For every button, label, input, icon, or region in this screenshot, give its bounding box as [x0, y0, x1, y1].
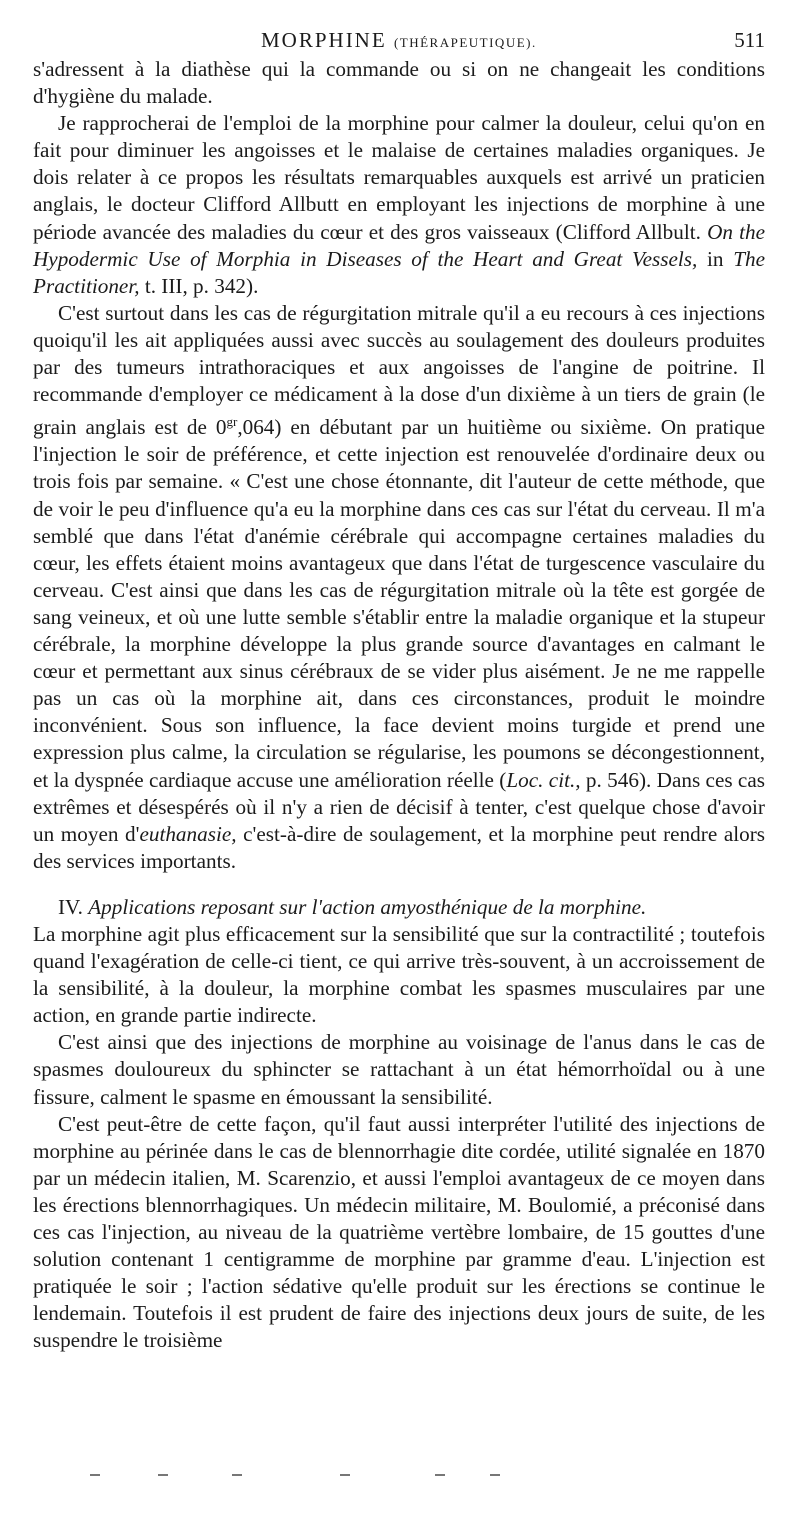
- citation-title: On the Hypodermic Use of Morphia in Diseases of the Heart and Great Vessels,: [33, 219, 766, 271]
- paragraph-text: c'est-à-dire de soulagement, et la morphine peut rendre alors des services importants.: [33, 821, 766, 873]
- section-number: IV.: [58, 894, 83, 919]
- running-title-main: MORPHINE: [261, 28, 387, 52]
- paragraph-text: ,064) en débutant par un huitième ou sixième. On pratique l'injection le soir de préférence, et cette injection est renouvelée d'ordinaire deux ou trois fois par semaine. « C'est une chose étonnante, dit l'auteur de cette méthode, que de voir le peu d'influence qu'a eu la morphine dans ces cas sur l'état du cerveau. Il m'a semblé que dans l'état d'anémie cérébrale qui accompagne certaines maladies du cœur, les effets étaient moins avantageux que dans l'état de turgescence vasculaire du cerveau. C'est ainsi que dans les cas de régurgitation mitrale où la tête est gorgée de sang veineux, et où une lutte semble s'établir entre la maladie organique et la stupeur cérébrale, la morphine développe la plus grande source d'avantages en calmant le cœur et permettant aux sinus cérébraux de se vider plus aisément. Je ne me rappelle pas un cas où la morphine ait, dans ces circonstances, produit le moindre inconvénient. Sous son influence, la face devient moins turgide et prend une expression plus calme, la circulation se régularise, les poumons se décongestionnent, et la dyspnée cardiaque accuse une amélioration réelle (: [33, 415, 765, 792]
- scan-mark: [490, 1474, 500, 1476]
- running-title-subtitle: (THÉRAPEUTIQUE).: [393, 35, 537, 50]
- scan-mark: [435, 1474, 445, 1476]
- journal-title: The Practitioner,: [33, 246, 765, 298]
- grain-superscript: gr: [226, 414, 238, 430]
- scan-mark: [90, 1474, 100, 1476]
- page-body: [33, 56, 765, 1354]
- paragraph-perinee: C'est peut-être de cette façon, qu'il faut aussi interpréter l'utilité des injections de morphine au périnée dans le cas de blennorrhagie dite cordée, utilité signalée en 1870 par un médecin italien, M. Scarenzio, et aussi l'emploi avantageux de ce moyen dans les érections blennorrhagiques. Un médecin militaire, M. Boulomié, a préconisé dans ces cas l'injection, au niveau de la quatrième vertèbre lombaire, de 15 gouttes d'une solution contenant 1 centigramme de morphine par gramme d'eau. L'injection est pratiquée le soir ; l'action sédative qu'elle produit sur les érections se continue le lendemain. Toutefois il est prudent de faire des injections deux jours de suite, de les suspendre le troisième: [33, 1111, 765, 1353]
- bottom-scan-marks: [90, 1474, 550, 1480]
- paragraph-regurgitation: [33, 300, 765, 875]
- paragraph-allbutt: [33, 110, 765, 300]
- paragraph-anus: C'est ainsi que des injections de morphine au voisinage de l'anus dans le cas de spasmes douloureux du sphincter se rattachant à un état hémorrhoïdal ou à une fissure, calment le spasme en émoussant la sensibilité.: [33, 1030, 765, 1109]
- page-number: 511: [734, 28, 765, 52]
- running-title: [261, 28, 537, 53]
- paragraph-amyosthenique: La morphine agit plus efficacement sur la sensibilité que sur la contractilité ; toutefois quand l'exagération de celle-ci tient, ce qui arrive très-souvent, à un accroissement de la sensibilité, à la douleur, la morphine combat les spasmes musculaires par une action, en grande partie indirecte.: [33, 921, 765, 1028]
- section-heading: [33, 894, 765, 921]
- scan-mark: [232, 1474, 242, 1476]
- paragraph-continuation: s'adressent à la diathèse qui la commande ou si on ne changeait les conditions d'hygiène du malade.: [33, 57, 765, 109]
- scan-mark: [158, 1474, 168, 1476]
- book-page: [33, 28, 765, 1354]
- paragraph-text: p. 546). Dans ces cas extrêmes et désespérés où il n'y a rien de décisif à tenter, c'est quelque chose d'avoir un moyen d': [33, 767, 765, 846]
- scan-mark: [340, 1474, 350, 1476]
- paragraph-text: in: [707, 246, 724, 271]
- loc-cit: Loc. cit.,: [506, 767, 581, 792]
- paragraph-text: C'est surtout dans les cas de régurgitation mitrale qu'il a eu recours à ces injections quoiqu'il les ait appliquées aussi avec succès au soulagement des douleurs produites par des tumeurs intrathoraciques et aux angoisses de l'angine de poitrine. Il recommande d'employer ce médicament à la dose d'un dixième à un tiers de grain (le grain anglais est de 0: [33, 300, 765, 440]
- euthanasie-term: euthanasie,: [139, 821, 237, 846]
- section-title: Applications reposant sur l'action amyosthénique de la morphine.: [88, 894, 647, 919]
- paragraph-text: t. III, p. 342).: [144, 273, 259, 298]
- running-header: [33, 28, 765, 56]
- paragraph-text: Je rapprocherai de l'emploi de la morphine pour calmer la douleur, celui qu'on en fait pour diminuer les angoisses et le malaise de certaines maladies organiques. Je dois relater à ce propos les résultats remarquables auxquels est arrivé un praticien anglais, le docteur Clifford Allbutt en employant les injections de morphine à une période avancée des maladies du cœur et des gros vaisseaux (Clifford Allbult.: [33, 111, 765, 244]
